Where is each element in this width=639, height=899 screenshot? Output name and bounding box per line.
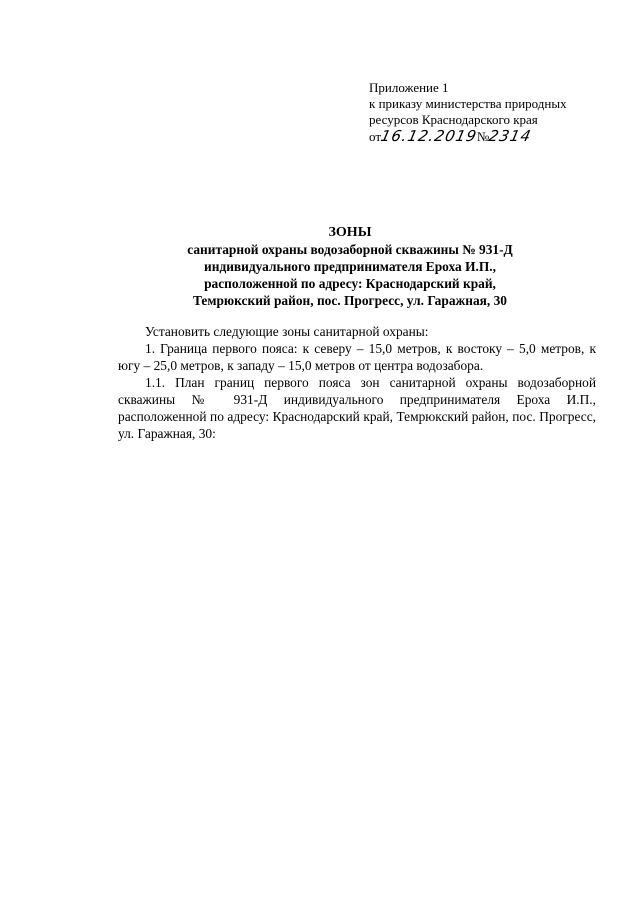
title-main: ЗОНЫ [328, 225, 372, 240]
body-item-1: 1. Граница первого пояса: к северу – 15,0 метров, к востоку – 5,0 метров, к югу – 25,0 метров, к западу – 15,0 метров от центра водозабора. [118, 341, 596, 373]
title-line-2: индивидуального предпринимателя Ероха И.П., [204, 259, 496, 274]
title-line-4: Темрюкский район, пос. Прогресс, ул. Гаражная, 30 [193, 293, 507, 308]
appendix-order-ref: к приказу министерства природных [369, 96, 567, 111]
appendix-date-line [369, 128, 619, 145]
number-prefix: № [476, 129, 490, 144]
title-line-3: расположенной по адресу: Краснодарский край, [204, 276, 496, 291]
document-title [60, 224, 639, 309]
appendix-ministry: ресурсов Краснодарского края [369, 112, 538, 127]
body-item-1-1: 1.1. План границ первого пояса зон санитарной охраны водозаборной скважины № 931-Д индивидуального предпринимателя Ероха И.П., расположенной по адресу: Краснодарский край, Темрюкский район, пос. Прогресс, ул. Гаражная, 30: [118, 375, 596, 441]
date-prefix: от [369, 129, 382, 144]
title-line-1: санитарной охраны водозаборной скважины № 931-Д [187, 242, 513, 257]
appendix-header [369, 80, 619, 145]
handwritten-date: 16.12.2019 [379, 127, 479, 145]
document-body [118, 323, 596, 442]
handwritten-number: 2314 [487, 127, 534, 145]
appendix-title: Приложение 1 [369, 80, 449, 95]
body-intro: Установить следующие зоны санитарной охраны: [145, 324, 429, 339]
